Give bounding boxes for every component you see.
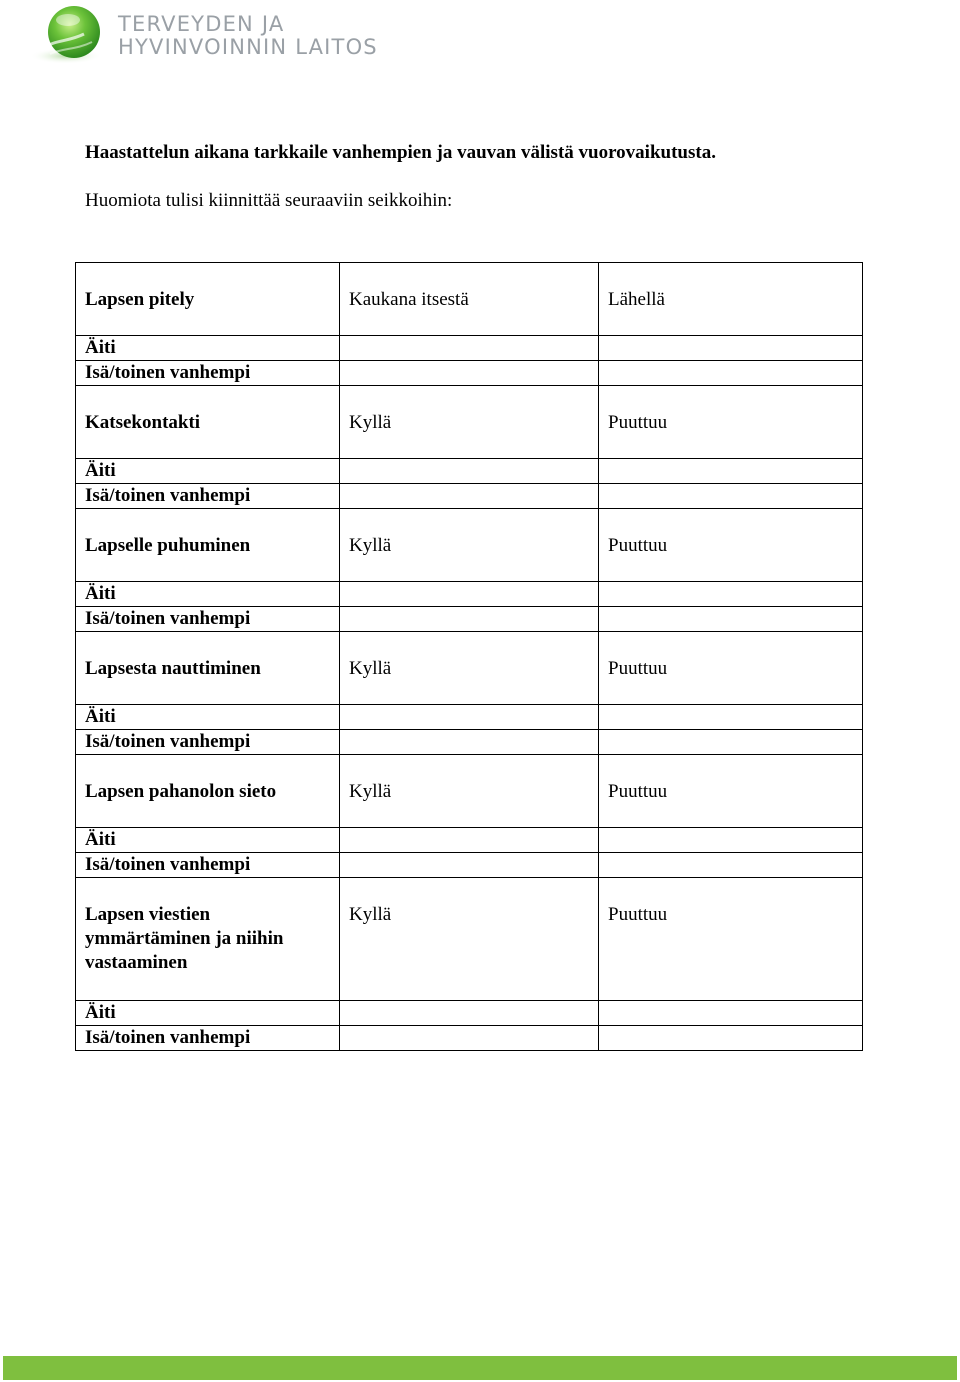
parent-label: Äiti bbox=[76, 705, 340, 730]
observation-table bbox=[75, 262, 863, 1051]
option-b-label: Puuttuu bbox=[599, 386, 863, 459]
parent-label: Isä/toinen vanhempi bbox=[76, 484, 340, 509]
section-label: Lapsen viestien ymmärtäminen ja niihin vastaaminen bbox=[76, 878, 340, 1001]
attention-note: Huomiota tulisi kiinnittää seuraaviin seikkoihin: bbox=[85, 190, 453, 211]
option-b-label: Lähellä bbox=[599, 263, 863, 336]
parent-label: Äiti bbox=[76, 582, 340, 607]
option-b-cell[interactable] bbox=[599, 361, 863, 386]
option-b-label: Puuttuu bbox=[599, 509, 863, 582]
section-label: Lapsen pahanolon sieto bbox=[76, 755, 340, 828]
section-header-row bbox=[76, 263, 863, 336]
section-header-row bbox=[76, 386, 863, 459]
section-header-row bbox=[76, 878, 863, 1001]
parent-label: Isä/toinen vanhempi bbox=[76, 607, 340, 632]
option-a-label: Kaukana itsestä bbox=[340, 263, 599, 336]
parent-row bbox=[76, 705, 863, 730]
logo-line-2: HYVINVOINNIN LAITOS bbox=[118, 35, 378, 59]
option-b-cell[interactable] bbox=[599, 853, 863, 878]
option-a-cell[interactable] bbox=[340, 459, 599, 484]
thl-logo bbox=[28, 4, 388, 68]
green-sphere-logo-icon bbox=[28, 4, 108, 66]
option-b-cell[interactable] bbox=[599, 336, 863, 361]
parent-row bbox=[76, 484, 863, 509]
parent-row bbox=[76, 582, 863, 607]
parent-row bbox=[76, 1001, 863, 1026]
option-b-label: Puuttuu bbox=[599, 755, 863, 828]
option-a-cell[interactable] bbox=[340, 1001, 599, 1026]
option-b-cell[interactable] bbox=[599, 730, 863, 755]
option-b-cell[interactable] bbox=[599, 582, 863, 607]
option-a-cell[interactable] bbox=[340, 361, 599, 386]
option-a-cell[interactable] bbox=[340, 1026, 599, 1051]
parent-row bbox=[76, 607, 863, 632]
option-a-label: Kyllä bbox=[340, 386, 599, 459]
logo-line-1: TERVEYDEN JA bbox=[118, 12, 285, 36]
option-a-cell[interactable] bbox=[340, 484, 599, 509]
option-a-cell[interactable] bbox=[340, 607, 599, 632]
parent-row bbox=[76, 459, 863, 484]
parent-row bbox=[76, 853, 863, 878]
parent-label: Isä/toinen vanhempi bbox=[76, 730, 340, 755]
parent-row bbox=[76, 336, 863, 361]
option-b-label: Puuttuu bbox=[599, 878, 863, 1001]
option-b-cell[interactable] bbox=[599, 705, 863, 730]
section-header-row bbox=[76, 755, 863, 828]
option-a-label: Kyllä bbox=[340, 755, 599, 828]
instruction-text: Haastattelun aikana tarkkaile vanhempien ja vauvan välistä vuorovaikutusta. bbox=[85, 142, 716, 163]
option-a-cell[interactable] bbox=[340, 336, 599, 361]
section-label: Katsekontakti bbox=[76, 386, 340, 459]
option-b-cell[interactable] bbox=[599, 1001, 863, 1026]
option-a-label: Kyllä bbox=[340, 878, 599, 1001]
parent-label: Äiti bbox=[76, 828, 340, 853]
section-header-row bbox=[76, 509, 863, 582]
option-a-label: Kyllä bbox=[340, 509, 599, 582]
section-label: Lapsesta nauttiminen bbox=[76, 632, 340, 705]
option-b-cell[interactable] bbox=[599, 828, 863, 853]
option-b-cell[interactable] bbox=[599, 607, 863, 632]
parent-row bbox=[76, 730, 863, 755]
parent-label: Äiti bbox=[76, 336, 340, 361]
parent-label: Äiti bbox=[76, 1001, 340, 1026]
option-a-label: Kyllä bbox=[340, 632, 599, 705]
option-a-cell[interactable] bbox=[340, 853, 599, 878]
option-a-cell[interactable] bbox=[340, 582, 599, 607]
option-b-cell[interactable] bbox=[599, 1026, 863, 1051]
section-header-row bbox=[76, 632, 863, 705]
option-b-label: Puuttuu bbox=[599, 632, 863, 705]
parent-label: Isä/toinen vanhempi bbox=[76, 853, 340, 878]
logo-wordmark bbox=[118, 13, 378, 59]
option-a-cell[interactable] bbox=[340, 730, 599, 755]
option-a-cell[interactable] bbox=[340, 828, 599, 853]
parent-row bbox=[76, 828, 863, 853]
option-b-cell[interactable] bbox=[599, 459, 863, 484]
footer-green-bar bbox=[3, 1356, 957, 1380]
parent-label: Isä/toinen vanhempi bbox=[76, 361, 340, 386]
section-label: Lapselle puhuminen bbox=[76, 509, 340, 582]
option-b-cell[interactable] bbox=[599, 484, 863, 509]
section-label: Lapsen pitely bbox=[76, 263, 340, 336]
option-a-cell[interactable] bbox=[340, 705, 599, 730]
parent-row bbox=[76, 1026, 863, 1051]
parent-row bbox=[76, 361, 863, 386]
parent-label: Äiti bbox=[76, 459, 340, 484]
parent-label: Isä/toinen vanhempi bbox=[76, 1026, 340, 1051]
